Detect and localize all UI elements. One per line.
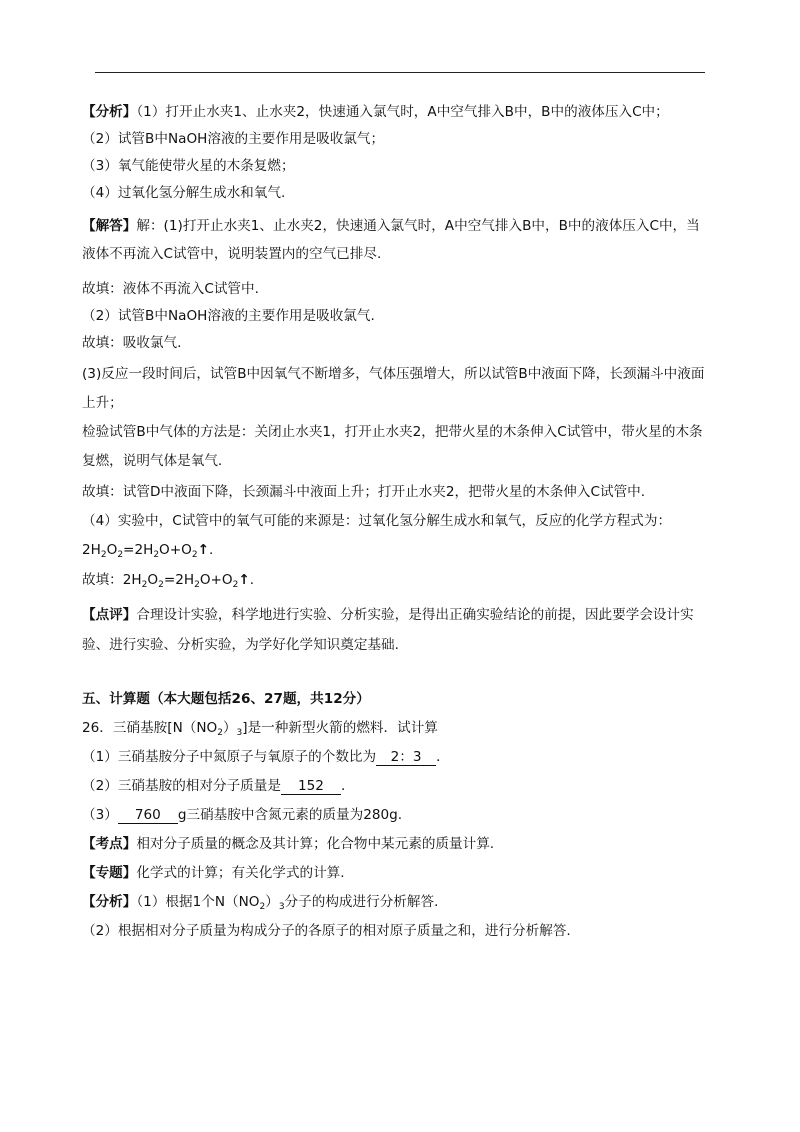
analysis-tag: 【分析】 <box>82 104 137 120</box>
analysis-item-4: （4）过氧化氢分解生成水和氧气. <box>82 185 286 201</box>
answer-p3: (3)反应一段时间后，试管B中因氧气不断增多，气体压强增大，所以试管B中液面下降，长颈漏斗中液面上升； <box>82 366 705 411</box>
analysis-item-3: （3）氧气能使带火星的木条复燃； <box>82 158 295 174</box>
comment-tag: 【点评】 <box>82 607 137 623</box>
answer-p1-fill: 故填：液体不再流入C试管中. <box>82 281 259 297</box>
analysis-item-2: （2）试管B中NaOH溶液的主要作用是吸收氯气； <box>82 131 385 147</box>
zhuanti-tag: 【专题】 <box>82 865 137 881</box>
analysis-item-1: （1）打开止水夹1、止水夹2，快速通入氯气时，A中空气排入B中，B中的液体压入C中； <box>136 104 669 120</box>
answer-blank-ratio: 2：3 <box>376 749 436 766</box>
analysis-line-1 <box>82 102 669 122</box>
kaodian-tag: 【考点】 <box>82 836 137 852</box>
analysis2-tag: 【分析】 <box>82 894 137 910</box>
section-title: 五、计算题（本大题包括26、27题，共12分） <box>82 691 370 707</box>
comment-paragraph <box>82 600 712 660</box>
question-26-sub-2: （2）三硝基胺的相对分子质量是 152 ． <box>82 778 355 794</box>
kaodian-line: 【考点】相对分子质量的概念及其计算；化合物中某元素的质量计算. <box>82 836 495 852</box>
answer-blank-mass: 152 <box>281 778 341 795</box>
answer-p2: （2）试管B中NaOH溶液的主要作用是吸收氯气. <box>82 308 375 324</box>
comment-text: 合理设计实验，科学地进行实验、分析实验，是得出正确实验结论的前提，因此要学会设计实验、进行实验、分析实验，为学好化学知识奠定基础. <box>82 607 694 653</box>
analysis2-line-2: （2）根据相对分子质量为构成分子的各原子的相对原子质量之和，进行分析解答. <box>82 923 571 939</box>
chemical-equation: $2H_2O_2=2H_2O+O_2↑$. <box>82 542 214 560</box>
answer-p3-fill: 故填：试管D中液面下降，长颈漏斗中液面上升；打开止水夹2，把带火星的木条伸入C试管中. <box>82 484 646 500</box>
gas-arrow-icon: ↑ <box>197 542 209 558</box>
header-rule <box>95 72 705 73</box>
answer-p3-check: 检验试管B中气体的方法是：关闭止水夹1，打开止水夹2，把带火星的木条伸入C试管中，带火星的木条复燃，说明气体是氧气. <box>82 424 703 469</box>
answer-paragraph-1 <box>82 212 712 268</box>
question-26-sub-1: （1）三硝基胺分子中氮原子与氧原子的个数比为 2：3 ． <box>82 749 450 765</box>
gas-arrow-icon: ↑ <box>238 572 250 588</box>
question-26-sub-3: （3） 760 g三硝基胺中含氮元素的质量为280g. <box>82 807 403 823</box>
answer-p4: （4）实验中，C试管中的氧气可能的来源是：过氧化氢分解生成水和氧气，反应的化学方程式为： <box>82 513 672 529</box>
answer-p2-fill: 故填：吸收氯气. <box>82 335 182 351</box>
answer-blank-grams: 760 <box>118 807 178 824</box>
analysis2-line-1: 【分析】（1）根据1个$N(NO_2)_3$分子的构成进行分析解答. <box>82 894 439 912</box>
question-26-stem: 26．三硝基胺$[N(NO_2)_3]$是一种新型火箭的燃料．试计算 <box>82 720 438 738</box>
answer-p1-text: 解：(1)打开止水夹1、止水夹2，快速通入氯气时，A中空气排入B中，B中的液体压入C中，当液体不再流入C试管中，说明装置内的空气已排尽. <box>82 218 700 262</box>
chemical-equation-fill: 故填：$2H_2O_2=2H_2O+O_2↑$. <box>82 572 255 590</box>
zhuanti-line: 【专题】化学式的计算；有关化学式的计算. <box>82 865 345 881</box>
answer-tag: 【解答】 <box>82 218 137 234</box>
